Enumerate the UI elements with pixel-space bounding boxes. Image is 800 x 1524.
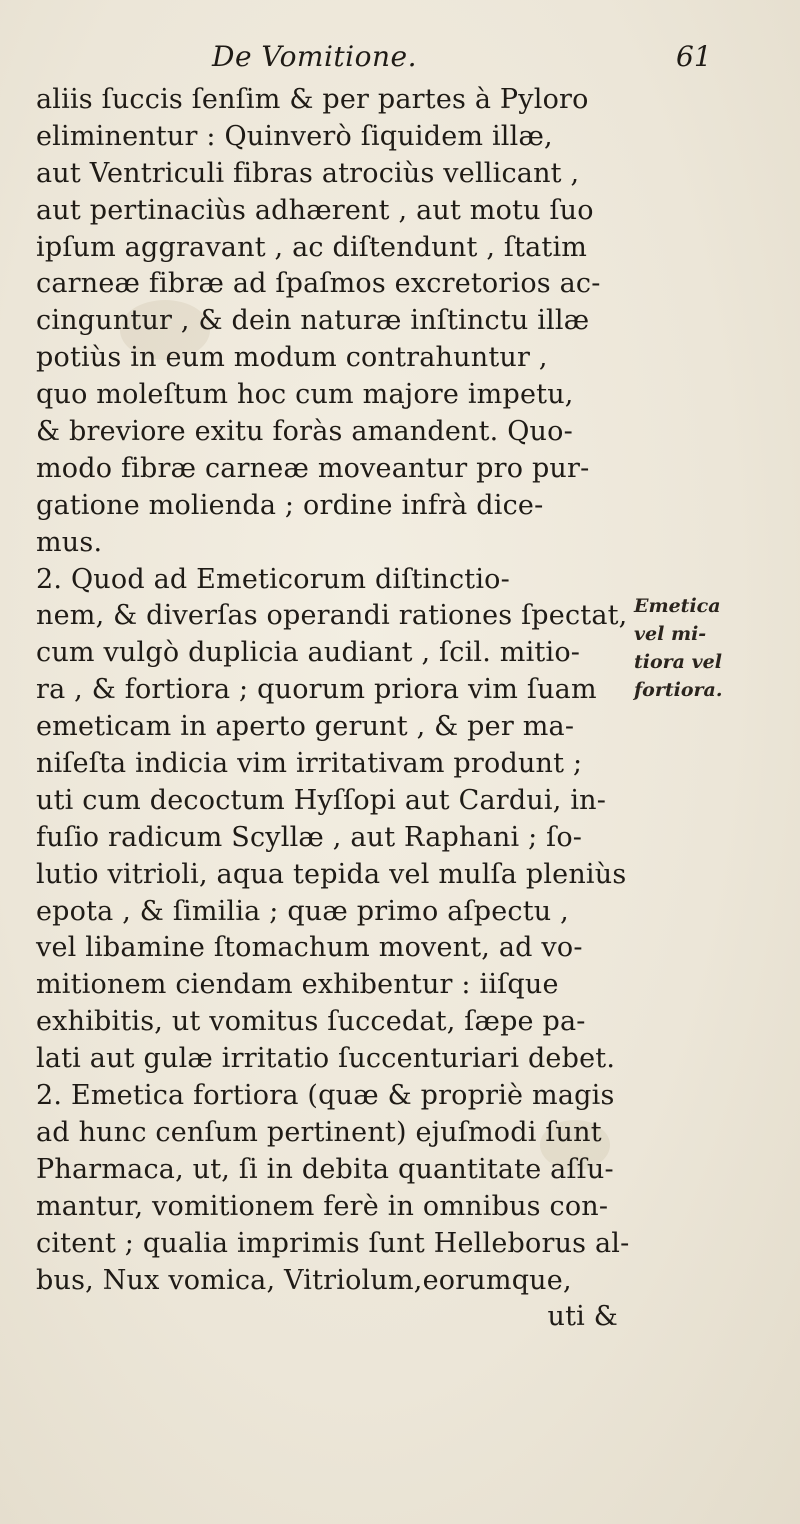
text-line: aut Ventriculi fibras atrociùs vellicant , <box>36 157 580 189</box>
text-line: epota , & ſimilia ; quæ primo aſpectu , <box>36 895 569 927</box>
text-line: potiùs in eum modum contrahuntur , <box>36 342 548 374</box>
text-line: quo moleſtum hoc cum majore impetu, <box>36 379 574 411</box>
text-line: citent ; qualia imprimis ſunt Helleborus al- <box>36 1227 630 1259</box>
text-line: mus. <box>36 526 103 558</box>
text-line: nem, & diverſas operandi rationes ſpectat, <box>36 600 628 632</box>
text-line: ra , & fortiora ; quorum priora vim ſuam <box>36 674 597 706</box>
text-line: gatione molienda ; ordine infrà dice- <box>36 489 544 521</box>
text-line: carneæ fibræ ad ſpaſmos excretorios ac- <box>36 268 601 300</box>
text-line: vel libamine ſtomachum movent, ad vo- <box>36 932 583 964</box>
text-line: aliis ſuccis ſenſim & per partes à Pyloro <box>36 84 589 115</box>
text-line: aut pertinaciùs adhærent , aut motu ſuo <box>36 194 594 226</box>
marginal-note-line: fortiora. <box>634 679 723 701</box>
text-line: ad hunc cenſum pertinent) ejuſmodi ſunt <box>36 1116 602 1148</box>
text-line: fuſio radicum Scyllæ , aut Raphani ; ſo- <box>36 821 583 853</box>
text-line: lati aut gulæ irritatio ſuccenturiari debet. <box>36 1043 616 1075</box>
text-line: mitionem ciendam exhibentur : iiſque <box>36 969 559 1001</box>
marginal-note-line: tiora vel <box>634 651 722 673</box>
text-line: ipſum aggravant , ac diſtendunt , ſtatim <box>36 231 588 263</box>
text-line: eliminentur : Quinverò ſiquidem illæ, <box>36 120 553 152</box>
body-text <box>36 82 630 1336</box>
text-line: uti cum decoctum Hyſſopi aut Cardui, in- <box>36 784 607 816</box>
catchword: uti & <box>547 1301 618 1333</box>
text-line: cum vulgò duplicia audiant , ſcil. mitio- <box>36 637 581 669</box>
marginal-note <box>634 592 794 704</box>
text-line: 2. Emetica fortiora (quæ & propriè magis <box>36 1080 615 1112</box>
text-line: modo fibræ carneæ moveantur pro pur- <box>36 452 590 484</box>
text-line: emeticam in aperto gerunt , & per ma- <box>36 711 575 743</box>
text-line: mantur, vomitionem ferè in omnibus con- <box>36 1190 609 1222</box>
text-line: niſeſta indicia vim irritativam produnt ; <box>36 748 583 780</box>
text-line: lutio vitrioli, aqua tepida vel mulſa pleniùs <box>36 858 627 890</box>
text-line: cinguntur , & dein naturæ inſtinctu illæ <box>36 305 590 337</box>
text-line: Pharmaca, ut, ſi in debita quantitate aſſu- <box>36 1153 614 1185</box>
marginal-note-line: Emetica <box>634 595 721 617</box>
text-line: & breviore exitu foràs amandent. Quo- <box>36 416 573 448</box>
running-title: De Vomitione. <box>212 40 418 73</box>
marginal-note-line: vel mi- <box>634 623 707 645</box>
text-line: bus, Nux vomica, Vitriolum,eorumque, <box>36 1264 572 1296</box>
text-line: exhibitis, ut vomitus ſuccedat, ſæpe pa- <box>36 1006 586 1038</box>
page-header <box>0 36 800 76</box>
text-line: 2. Quod ad Emeticorum diſtinctio- <box>36 563 510 595</box>
page-number: 61 <box>676 40 712 73</box>
